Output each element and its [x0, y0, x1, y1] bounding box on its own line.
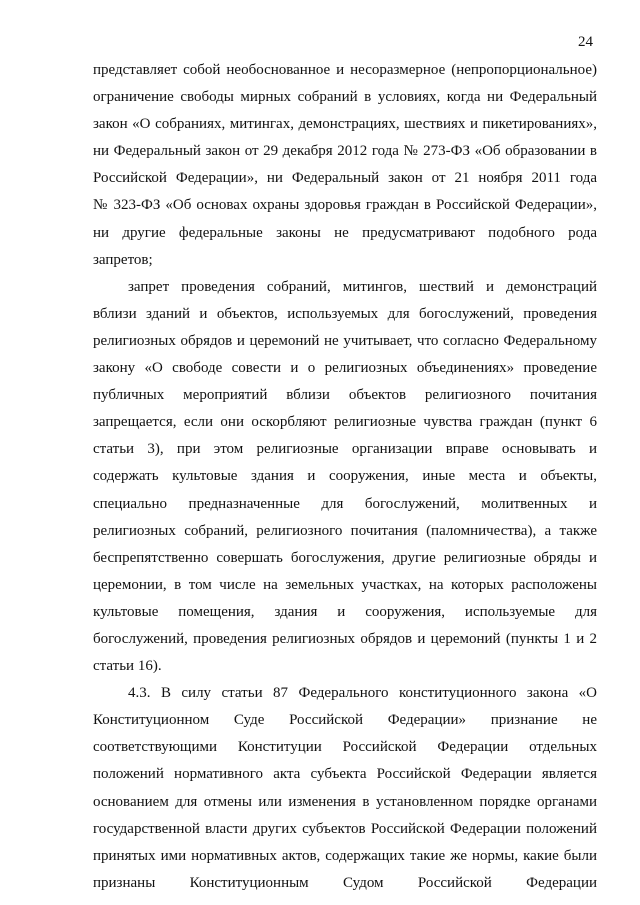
text-line: статьи 16).	[93, 658, 162, 675]
document-body	[93, 57, 597, 897]
text-line: ни другие федеральные законы не предусматривают подобного рода	[93, 224, 597, 241]
text-line: закону «О свободе совести и о религиозных объединениях» проведение	[93, 360, 597, 377]
text-line: Российской Федерации», ни Федеральный закон от 21 ноября 2011 года	[93, 170, 597, 187]
text-line: положений нормативного акта субъекта Российской Федерации является	[93, 766, 597, 783]
text-line: культовые помещения, здания и сооружения, используемые для	[93, 603, 597, 620]
text-line: публичных мероприятий вблизи объектов религиозного почитания	[93, 387, 597, 404]
text-line: ни Федеральный закон от 29 декабря 2012 года № 273-ФЗ «Об образовании в	[93, 143, 597, 160]
text-line: ограничение свободы мирных собраний в условиях, когда ни Федеральный	[93, 89, 597, 106]
text-line: закон «О собраниях, митингах, демонстрациях, шествиях и пикетированиях»,	[93, 116, 597, 133]
text-line: богослужений, проведения религиозных обрядов и церемоний (пункты 1 и 2	[93, 630, 597, 647]
text-line: статьи 3), при этом религиозные организации вправе основывать и	[93, 441, 597, 458]
page-number: 24	[578, 34, 593, 50]
text-line: принятых ими нормативных актов, содержащих такие же нормы, какие были	[93, 847, 597, 864]
text-line: запрет проведения собраний, митингов, шествий и демонстраций	[128, 278, 597, 295]
text-line: содержать культовые здания и сооружения, иные места и объекты,	[93, 468, 597, 485]
text-line: религиозных собраний, религиозного почитания (паломничества), а также	[93, 522, 597, 539]
text-line: представляет собой необоснованное и несоразмерное (непропорциональное)	[93, 62, 597, 78]
text-line: запрещается, если они оскорбляют религиозные чувства граждан (пункт 6	[93, 414, 597, 431]
text-line: соответствующими Конституции Российской Федерации отдельных	[93, 739, 597, 756]
text-line: Конституционном Суде Российской Федерации» признание не	[93, 712, 597, 729]
text-line: основанием для отмены или изменения в установленном порядке органами	[93, 793, 597, 810]
text-line: специально предназначенные для богослужений, молитвенных и	[93, 495, 597, 512]
text-line: № 323-ФЗ «Об основах охраны здоровья граждан в Российской Федерации»,	[93, 197, 597, 214]
text-line: религиозных обрядов и церемоний не учитывает, что согласно Федеральному	[93, 332, 597, 349]
text-line: запретов;	[93, 251, 153, 268]
text-line: вблизи зданий и объектов, используемых для богослужений, проведения	[93, 305, 597, 322]
text-line: церемонии, в том числе на земельных участках, на которых расположены	[93, 576, 597, 593]
text-line: 4.3. В силу статьи 87 Федерального конституционного закона «О	[128, 685, 597, 702]
text-line: беспрепятственно совершать богослужения, другие религиозные обряды и	[93, 549, 597, 566]
text-line: признаны Конституционным Судом Российской Федерации	[93, 874, 597, 891]
text-line: государственной власти других субъектов Российской Федерации положений	[93, 820, 597, 837]
